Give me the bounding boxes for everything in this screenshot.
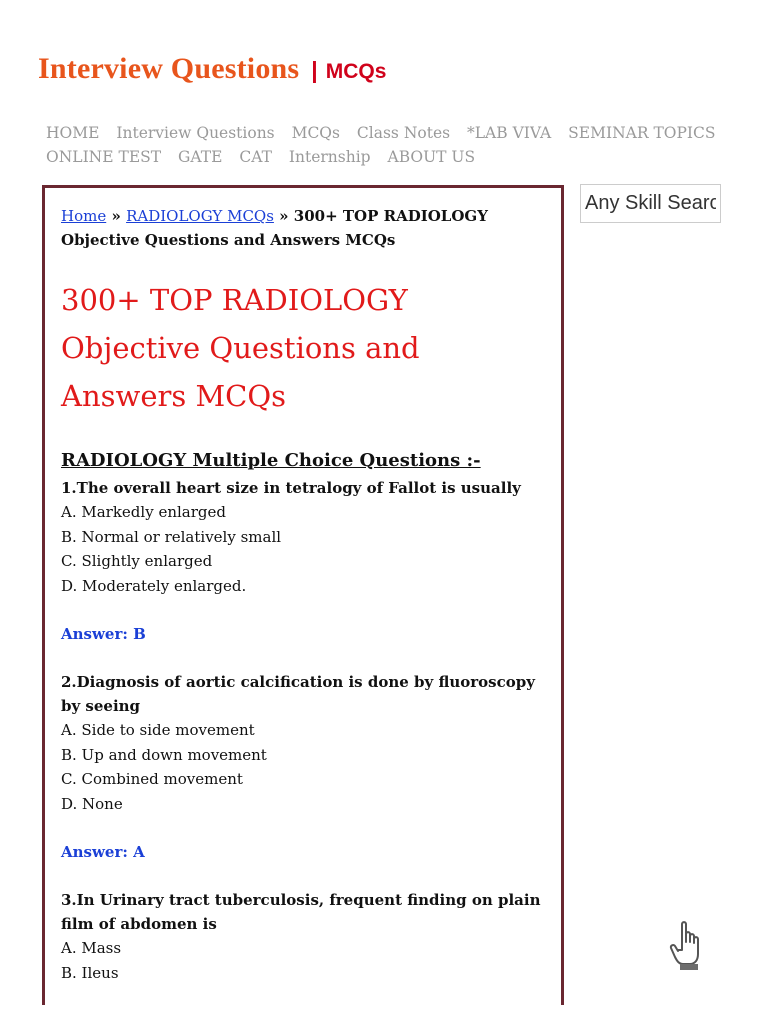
- breadcrumb-home-link[interactable]: Home: [61, 207, 107, 225]
- question-option: C. Slightly enlarged: [61, 552, 213, 570]
- question-option: D. None: [61, 794, 123, 813]
- question-text: 1.The overall heart size in tetralogy of Fallot is usually: [61, 479, 521, 497]
- question-option: A. Markedly enlarged: [61, 503, 226, 521]
- question-option: A. Mass: [61, 939, 122, 957]
- logo-subtitle: MCQs: [325, 60, 387, 83]
- logo-separator: |: [311, 57, 318, 83]
- logo-title: Interview Questions: [38, 52, 300, 85]
- nav-cat[interactable]: CAT: [239, 148, 272, 166]
- section-heading: RADIOLOGY Multiple Choice Questions :-: [61, 450, 481, 471]
- nav-lab-viva[interactable]: *LAB VIVA: [467, 124, 552, 142]
- question-text: 3.In Urinary tract tuberculosis, frequent finding on plain film of abdomen is: [61, 891, 541, 933]
- hand-pointer-icon[interactable]: [668, 920, 714, 972]
- nav-gate[interactable]: GATE: [178, 148, 223, 166]
- search-input[interactable]: [580, 184, 721, 223]
- nav-home[interactable]: HOME: [46, 124, 100, 142]
- main-nav: [46, 121, 736, 169]
- nav-online-test[interactable]: ONLINE TEST: [46, 148, 162, 166]
- breadcrumb-current: 300+ TOP RADIOLOGY Objective Questions and Answers MCQs: [61, 207, 488, 249]
- nav-interview-questions[interactable]: Interview Questions: [116, 124, 275, 142]
- question-text: 2.Diagnosis of aortic calcification is done by fluoroscopy by seeing: [61, 673, 535, 715]
- answer-text: Answer: B: [61, 625, 146, 643]
- breadcrumb-category-link[interactable]: RADIOLOGY MCQs: [126, 207, 274, 225]
- question-option: B. Ileus: [61, 963, 119, 982]
- answer-text: Answer: A: [61, 843, 145, 861]
- question-option: A. Side to side movement: [61, 721, 255, 739]
- question-option: B. Up and down movement: [61, 745, 267, 764]
- breadcrumb-separator: »: [279, 207, 289, 225]
- breadcrumb: [61, 204, 545, 252]
- nav-internship[interactable]: Internship: [288, 148, 371, 166]
- article-box: [42, 185, 564, 1005]
- nav-class-notes[interactable]: Class Notes: [356, 124, 451, 142]
- page-title: 300+ TOP RADIOLOGY Objective Questions and Answers MCQs: [61, 283, 420, 413]
- site-logo[interactable]: [38, 52, 386, 86]
- breadcrumb-separator: »: [111, 207, 121, 225]
- nav-seminar-topics[interactable]: SEMINAR TOPICS: [568, 124, 716, 142]
- question-option: C. Combined movement: [61, 770, 243, 788]
- question-option: B. Normal or relatively small: [61, 527, 282, 546]
- nav-about-us[interactable]: ABOUT US: [387, 148, 476, 166]
- question-option: D. Moderately enlarged.: [61, 576, 247, 595]
- nav-mcqs[interactable]: MCQs: [291, 124, 340, 142]
